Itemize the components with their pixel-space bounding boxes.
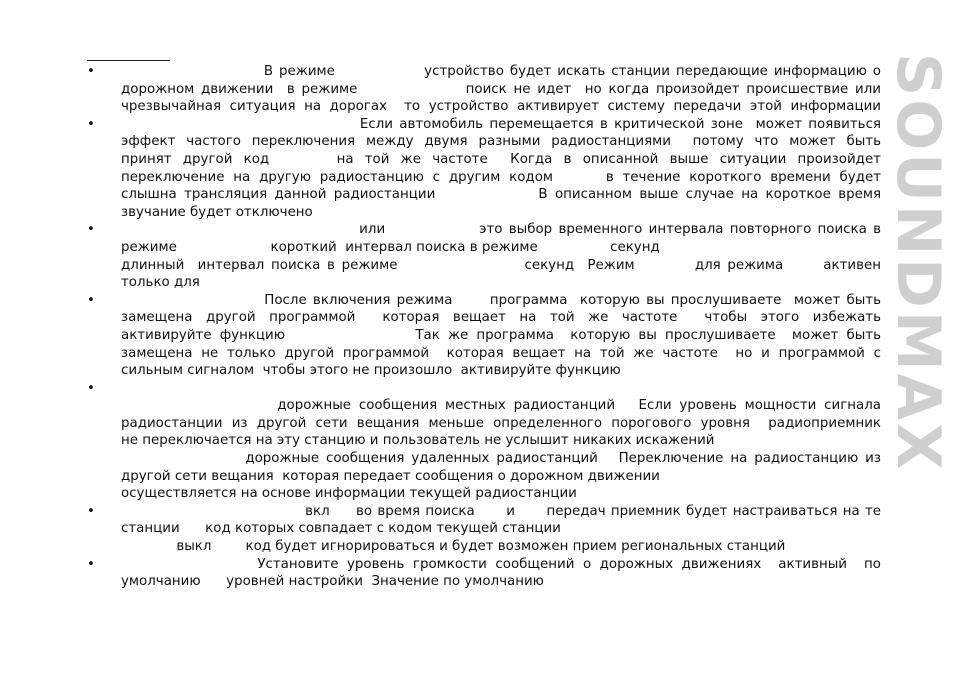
text-line: чрезвычайная ситуация на дорогах то устройство активирует систему передачи этой информации (121, 99, 881, 115)
text-line: переключение на другую радиостанцию с другим кодом в течение короткого времени будет (121, 169, 881, 185)
list-item (87, 503, 881, 556)
document-body (87, 63, 881, 591)
brand-logo-text: SOUNDMAX (883, 53, 953, 473)
bullet-icon: • (87, 503, 95, 519)
list-item (87, 221, 881, 291)
text-line: звучание будет отключено (121, 204, 313, 220)
text-line: или это выбор временного интервала повторного поиска в (121, 222, 881, 238)
bullet-icon: • (87, 380, 95, 396)
text-line: сильным сигналом чтобы этого не произошло активируйте функцию (121, 363, 621, 379)
text-line: другой сети вещания которая передает сообщения о дорожном движении (121, 468, 660, 484)
text-line: дорожные сообщения местных радиостанций Если уровень мощности сигнала (121, 398, 881, 414)
text-line: замещена другой программой которая вещает на той же частоте чтобы этого избежать (121, 310, 881, 326)
text-line: не переключается на эту станцию и пользователь не услышит никаких искажений (121, 433, 715, 449)
text-line: станции код которых совпадает с кодом текущей станции (121, 521, 561, 537)
bullet-icon: • (87, 222, 95, 238)
text-line: режиме короткий интервал поиска в режиме секунд (121, 239, 660, 255)
text-line (121, 380, 881, 398)
text-line: вкл во время поиска и передач приемник будет настраиваться на те (121, 503, 881, 519)
bullet-icon: • (87, 292, 95, 308)
text-line: После включения режима программа которую вы прослушиваете может быть (121, 292, 881, 308)
list-item (87, 63, 881, 116)
text-line: эффект частого переключения между двумя разными радиостанциями потому что может быть (121, 134, 881, 150)
text-line: умолчанию уровней настройки Значение по умолчанию (121, 574, 544, 590)
text-line: В режиме устройство будет искать станции передающие информацию о (121, 64, 881, 79)
text-line: дорожном движении в режиме поиск не идет но когда произойдет происшествие или (121, 81, 881, 97)
text-line: длинный интервал поиска в режиме секунд Режим для режима активен (121, 257, 881, 273)
bullet-icon: • (87, 64, 95, 79)
brand-logo (883, 53, 953, 601)
list-item (87, 116, 881, 222)
text-line: дорожные сообщения удаленных радиостанций Переключение на радиостанцию из (121, 451, 881, 467)
text-line: Если автомобиль перемещается в критической зоне может появиться (121, 116, 881, 132)
list-item (87, 292, 881, 380)
bullet-icon: • (87, 556, 95, 572)
text-line: активируйте функцию Так же программа которую вы прослушиваете может быть (121, 327, 881, 343)
text-line: радиостанции из другой сети вещания меньше определенного порогового уровня радиоприемник (121, 415, 881, 431)
text-line: Установите уровень громкости сообщений о дорожных движениях активный по (121, 556, 881, 572)
list-item (87, 380, 881, 503)
text-line: только для (121, 275, 200, 291)
header-rule (87, 60, 170, 61)
text-line: замещена не только другой программой которая вещает на той же частоте но и программой с (121, 345, 881, 361)
text-line: принят другой код на той же частоте Когда в описанной выше ситуации произойдет (121, 151, 881, 167)
text-line: осуществляется на основе информации текущей радиостанции (121, 486, 577, 502)
text-line: выкл код будет игнорироваться и будет возможен прием региональных станций (121, 539, 786, 555)
text-line: слышна трансляция данной радиостанции В описанном выше случае на короткое время (121, 187, 881, 203)
list-item (87, 556, 881, 591)
bullet-icon: • (87, 116, 95, 132)
